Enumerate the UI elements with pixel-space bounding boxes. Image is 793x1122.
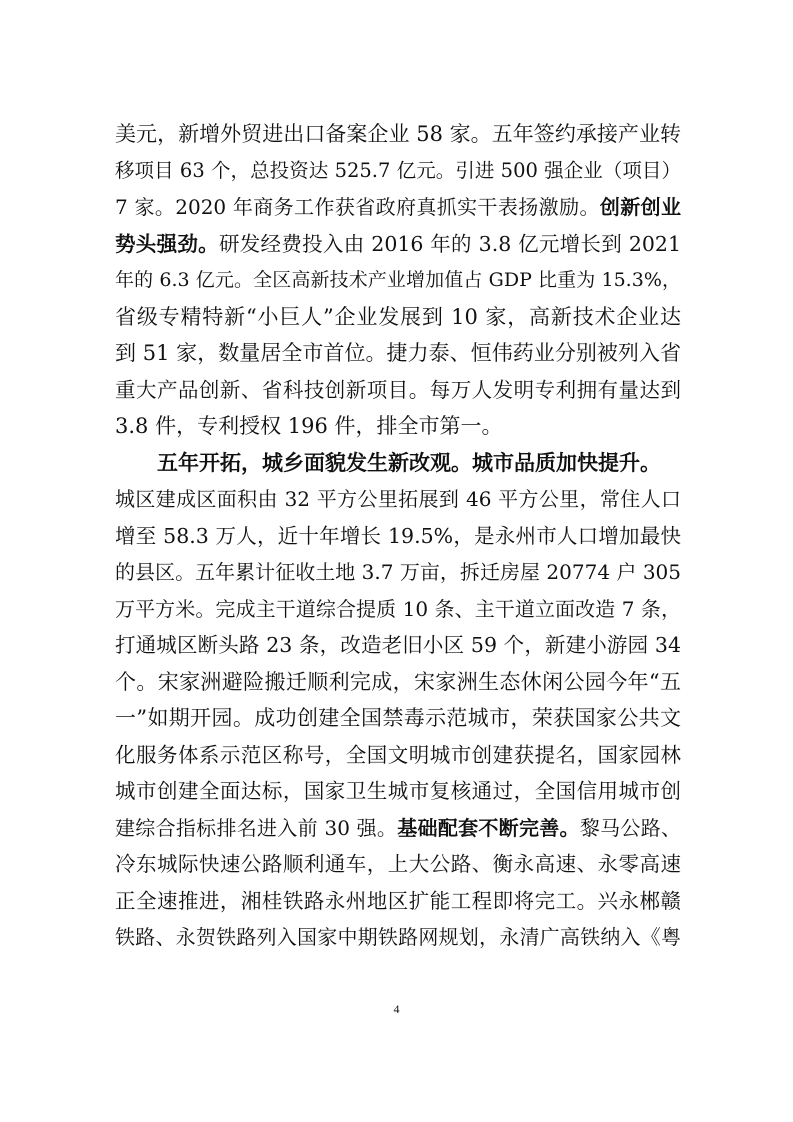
text-run: 化服务体系示范区称号，全国文明城市创建获提名，国家园林 [115,742,681,767]
text-run: 移项目 63 个，总投资达 525.7 亿元。引进 500 强企业（项目） [115,158,681,182]
text-line [115,773,681,810]
text-run: 黎马公路、 [579,815,681,840]
text-line [115,700,681,737]
text-line [115,627,681,664]
bold-heading-run: 基础配套不断完善。 [397,815,580,840]
text-line [115,664,681,701]
text-run: 3.8 件，专利授权 196 件，排全市第一。 [115,414,503,438]
text-line [115,737,681,774]
text-run: 冷东城际快速公路顺利通车，上大公路、衡永高速、永零高速 [115,852,681,876]
text-run: 重大产品创新、省科技创新项目。每万人发明专利拥有量达到 [115,377,681,402]
text-run: 美元，新增外贸进出口备案企业 58 家。五年签约承接产业转 [115,122,681,146]
text-line [115,116,681,153]
text-run: 个。宋家洲避险搬迁顺利完成，宋家洲生态休闲公园今年“五 [115,669,681,694]
text-run: 万平方米。完成主干道综合提质 10 条、主干道立面改造 7 条， [115,596,681,621]
text-run: 打通城区断头路 23 条，改造老旧小区 59 个，新建小游园 34 [115,633,681,657]
text-line [115,554,681,591]
bold-heading-run: 势头强劲。 [115,231,219,256]
paragraph-1 [115,116,681,445]
text-run: 一”如期开园。成功创建全国禁毒示范城市，荣获国家公共文 [115,706,681,730]
page-number: 4 [393,1002,400,1016]
text-run: 到 51 家，数量居全市首位。捷力泰、恒伟药业分别被列入省 [115,341,681,365]
text-run: 建综合指标排名进入前 30 强。 [115,815,398,840]
text-line [115,591,681,628]
text-line [115,299,681,336]
text-line [115,335,681,372]
bold-heading-run: 创新创业 [599,195,681,219]
paragraph-2 [115,445,681,956]
document-body [115,116,681,956]
text-line [115,262,681,299]
text-line [115,518,681,555]
text-run: 7 家。2020 年商务工作获省政府真抓实干表扬激励。 [115,195,600,219]
text-line [115,189,681,226]
text-line [115,846,681,883]
text-run: 城区建成区面积由 32 平方公里拓展到 46 平方公里，常住人口 [115,487,681,511]
text-line [115,883,681,920]
text-line [115,445,681,482]
text-run: 省级专精特新“小巨人”企业发展到 10 家，高新技术企业达 [115,304,681,329]
text-line [115,481,681,518]
section-heading: 五年开拓，城乡面貌发生新改观。城市品质加快提升。 [157,449,661,475]
text-run: 正全速推进，湘桂铁路永州地区扩能工程即将完工。兴永郴赣 [115,888,681,913]
text-line [115,408,681,445]
text-run: 城市创建全面达标，国家卫生城市复核通过，全国信用城市创 [115,779,681,803]
text-line [115,153,681,190]
text-run: 的县区。五年累计征收土地 3.7 万亩，拆迁房屋 20774 户 305 [115,560,681,584]
text-line [115,372,681,409]
text-run: 研发经费投入由 2016 年的 3.8 亿元增长到 2021 [218,231,681,256]
text-run: 铁路、永贺铁路列入国家中期铁路网规划，永清广高铁纳入《粤 [115,925,681,949]
text-line [115,226,681,263]
text-line [115,919,681,956]
text-run: 增至 58.3 万人，近十年增长 19.5%，是永州市人口增加最快 [115,523,681,548]
text-run: 年的 6.3 亿元。全区高新技术产业增加值占 GDP 比重为 15.3%， [115,269,681,291]
text-line [115,810,681,847]
